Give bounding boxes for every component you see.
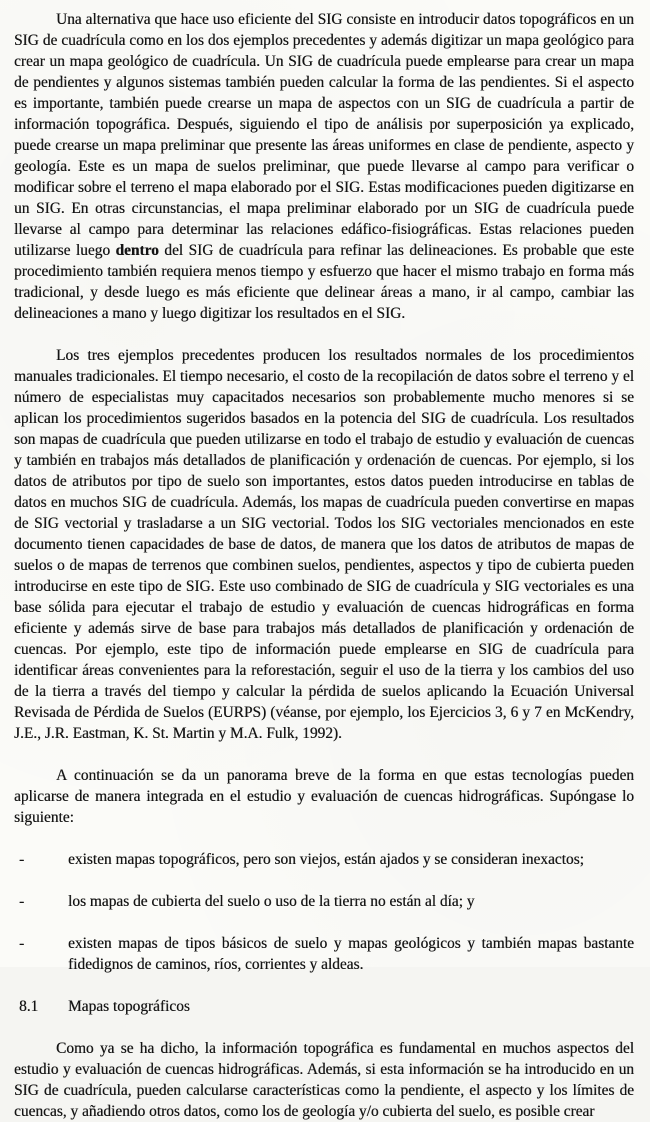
- paragraph-text: del SIG de cuadrícula para refinar las delineaciones. Es probable que este procedimiento también requiera menos tiempo y esfuerzo que hacer el mismo trabajo en forma más tradicional, y desde luego es más eficiente que delinear áreas a mano, ir al campo, cambiar las delineaciones a mano y luego digitizar los resultados en el SIG.: [14, 242, 634, 322]
- bold-word-dentro: dentro: [115, 242, 159, 259]
- paragraph-panorama: A continuación se da un panorama breve de la forma en que estas tecnologías pueden aplicarse de manera integrada en el estudio y evaluación de cuencas hidrográficas. Supóngase lo siguiente:: [14, 767, 634, 826]
- section-heading-mapas-topograficos: [14, 996, 634, 1017]
- dash-bullet: -: [19, 893, 25, 910]
- section-title: Mapas topográficos: [68, 998, 190, 1015]
- dash-bullet: -: [19, 935, 25, 952]
- list-item-text: existen mapas de tipos básicos de suelo y mapas geológicos y también mapas bastante fidedignos de caminos, ríos, corrientes y aldeas.: [68, 935, 634, 973]
- section-number: 8.1: [19, 998, 39, 1015]
- list-item: [14, 933, 634, 975]
- dash-bullet: -: [19, 851, 25, 868]
- assumption-list: [14, 849, 634, 975]
- list-item: [14, 849, 634, 870]
- paragraph-alternativa-sig: [14, 9, 634, 324]
- paragraph-como-ya-se-ha-dicho: Como ya se ha dicho, la información topográfica es fundamental en muchos aspectos del estudio y evaluación de cuencas hidrográficas. Además, si esta información se ha introducido en un SIG de cuadrícula, pueden calcularse características como la pendiente, el aspecto y los límites de cuencas, y añadiendo otros datos, como los de geología y/o cubierta del suelo, es posible crear: [14, 1040, 634, 1120]
- paragraph-text: Una alternativa que hace uso eficiente del SIG consiste en introducir datos topográficos en un SIG de cuadrícula como en los dos ejemplos precedentes y además digitizar un mapa geológico para crear un mapa geológico de cuadrícula. Un SIG de cuadrícula puede emplearse para crear un mapa de pendientes y algunos sistemas también pueden calcular la forma de las pendientes. Si el aspecto es importante, también puede crearse un mapa de aspectos con un SIG de cuadrícula a partir de información topográfica. Después, siguiendo el tipo de análisis por superposición ya explicado, puede crearse un mapa preliminar que presente las áreas uniformes en clase de pendiente, aspecto y geología. Este es un mapa de suelos preliminar, que puede llevarse al campo para verificar o modificar sobre el terreno el mapa elaborado por el SIG. Estas modificaciones pueden digitizarse en un SIG. En otras circunstancias, el mapa preliminar elaborado por un SIG de cuadrícula puede llevarse al campo para determinar las relaciones edáfico-fisiográficas. Estas relaciones pueden utilizarse luego: [14, 11, 634, 259]
- paragraph-tres-ejemplos: Los tres ejemplos precedentes producen los resultados normales de los procedimientos manuales tradicionales. El tiempo necesario, el costo de la recopilación de datos sobre el terreno y el número de especialistas muy capacitados necesarios son probablemente mucho menores si se aplican los procedimientos sugeridos basados en la potencia del SIG de cuadrícula. Los resultados son mapas de cuadrícula que pueden utilizarse en todo el trabajo de estudio y evaluación de cuencas y también en trabajos más detallados de planificación y ordenación de cuencas. Por ejemplo, si los datos de atributos por tipo de suelo son importantes, estos datos pueden introducirse en tablas de datos en muchos SIG de cuadrícula. Además, los mapas de cuadrícula pueden convertirse en mapas de SIG vectorial y trasladarse a un SIG vectorial. Todos los SIG vectoriales mencionados en este documento tienen capacidades de base de datos, de manera que los datos de atributos de mapas de suelos o de mapas de terrenos que combinen suelos, pendientes, aspectos y tipo de cubierta pueden introducirse en este tipo de SIG. Este uso combinado de SIG de cuadrícula y SIG vectoriales es una base sólida para ejecutar el trabajo de estudio y evaluación de cuencas hidrográficas en forma eficiente y además sirve de base para trabajos más detallados de planificación y ordenación de cuencas. Por ejemplo, este tipo de información puede emplearse en SIG de cuadrícula para identificar áreas convenientes para la reforestación, seguir el uso de la tierra y los cambios del uso de la tierra a través del tiempo y calcular la pérdida de suelos aplicando la Ecuación Universal Revisada de Pérdida de Suelos (EURPS) (véanse, por ejemplo, los Ejercicios 3, 6 y 7 en McKendry, J.E., J.R. Eastman, K. St. Martin y M.A. Fulk, 1992).: [14, 347, 634, 742]
- list-item: [14, 891, 634, 912]
- list-item-text: existen mapas topográficos, pero son viejos, están ajados y se consideran inexactos;: [68, 851, 584, 868]
- list-item-text: los mapas de cubierta del suelo o uso de la tierra no están al día; y: [68, 893, 475, 910]
